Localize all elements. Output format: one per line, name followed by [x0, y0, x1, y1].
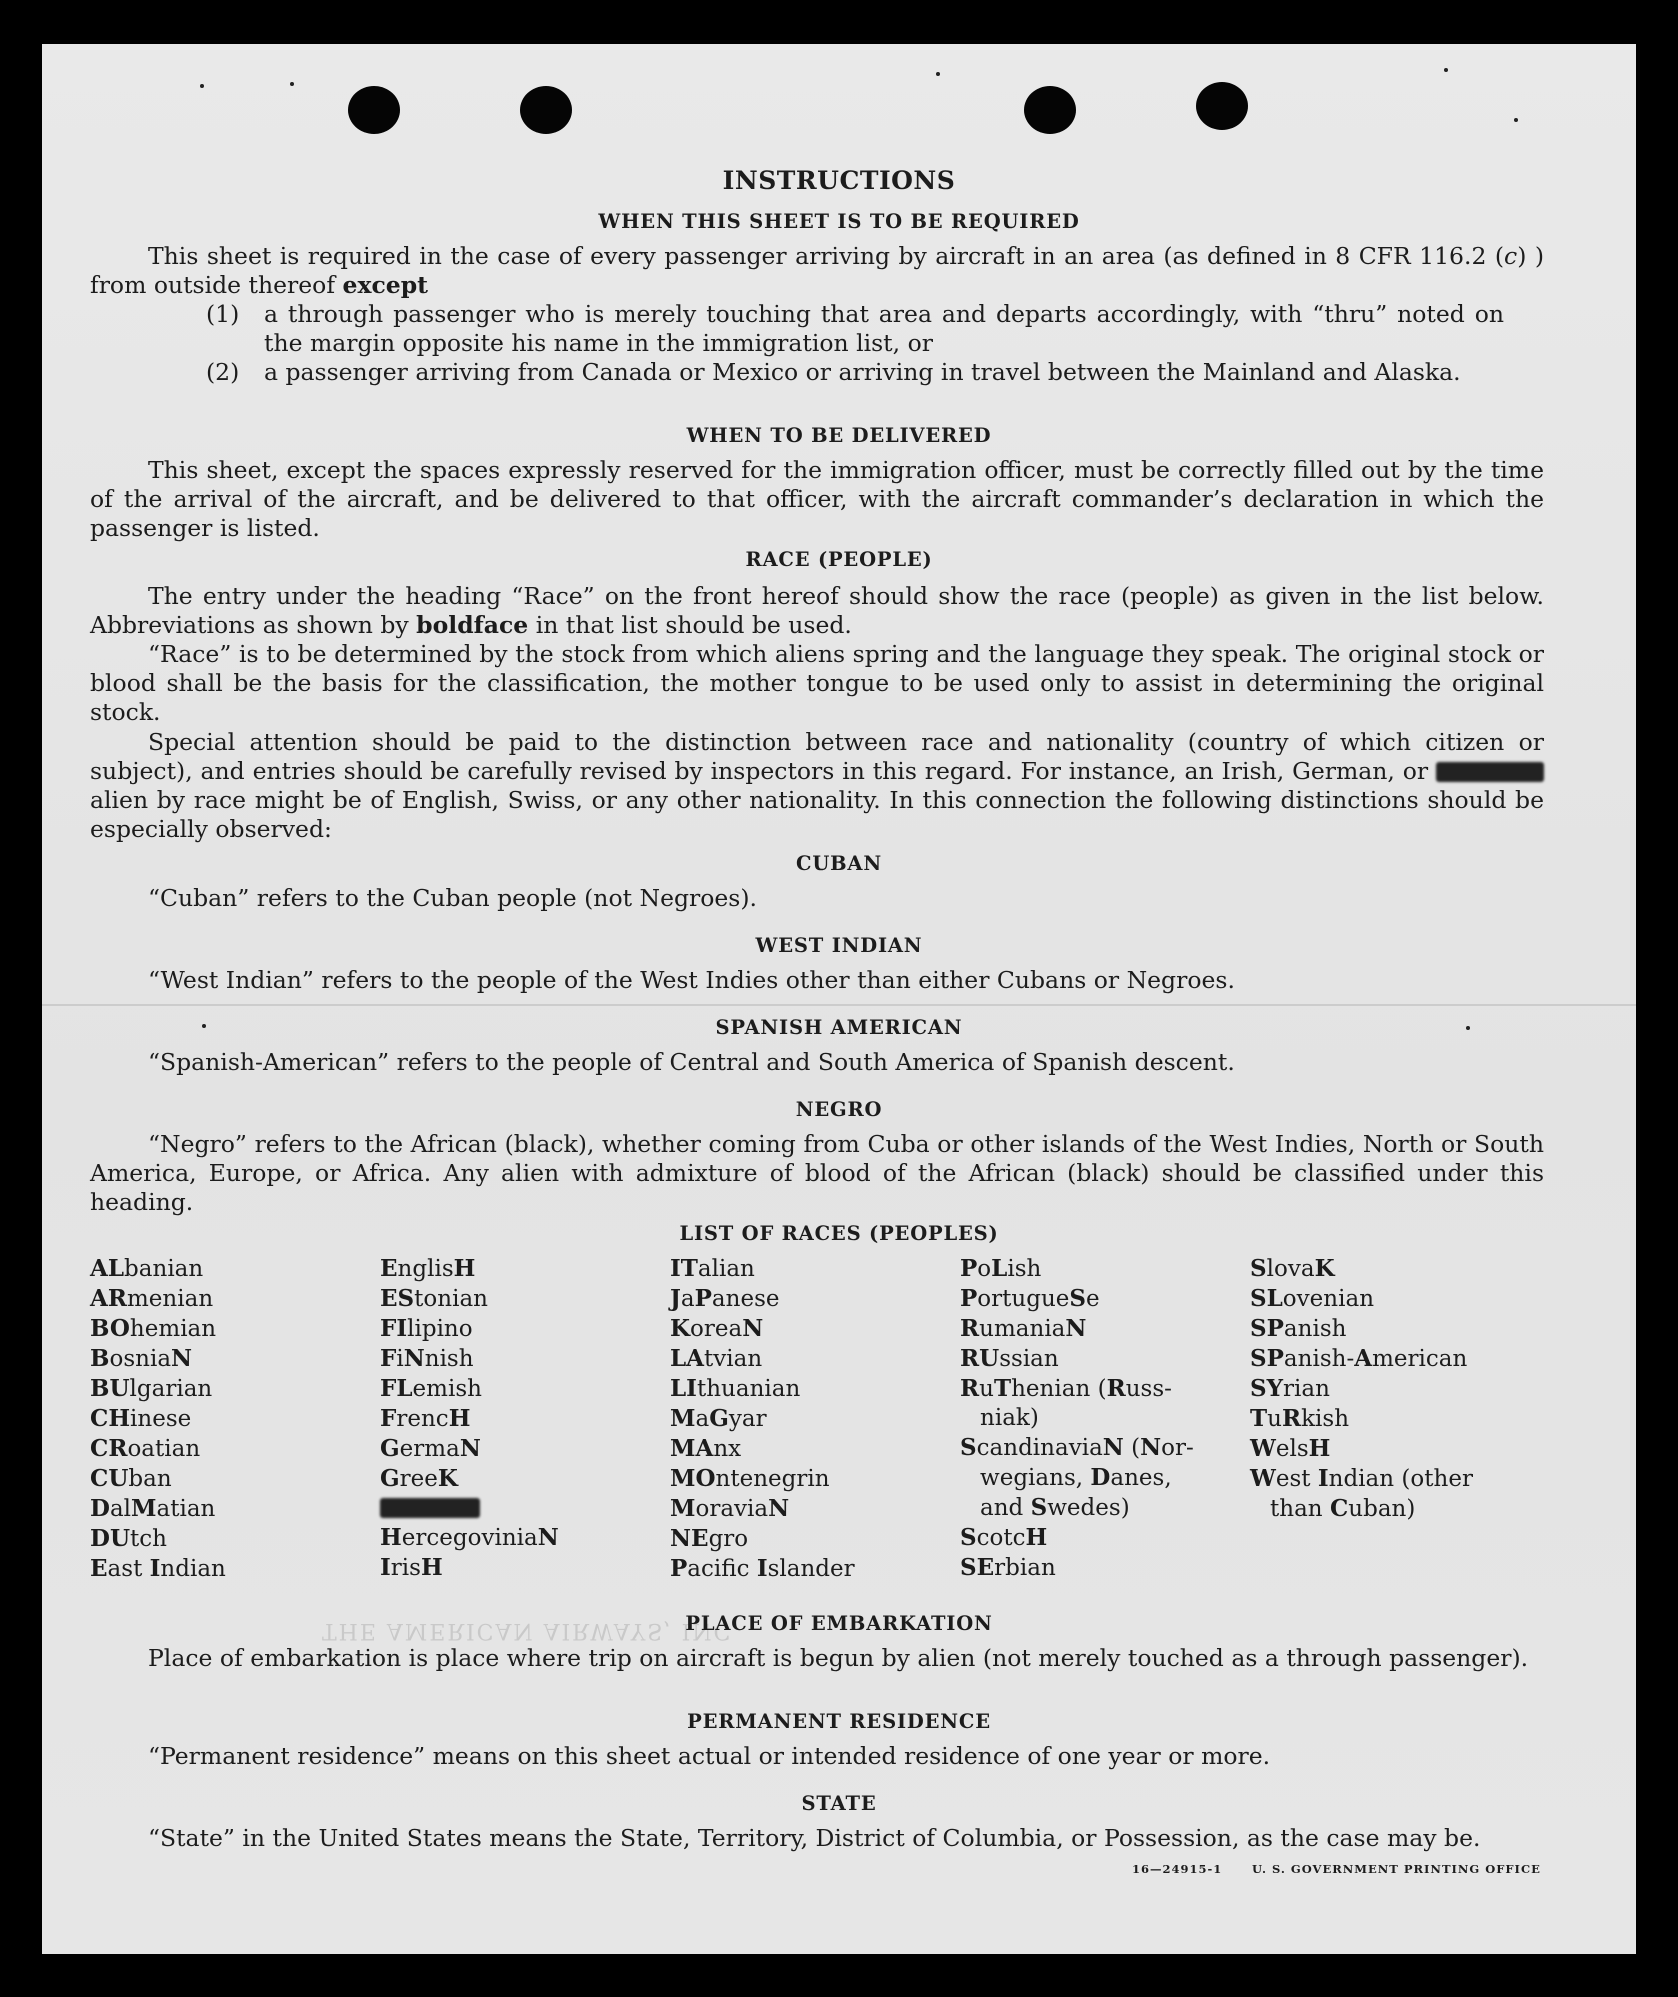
paragraph-negro: “Negro” refers to the African (black), whether coming from Cuba or other islands of the West Indies, North or South America, Europe, or Africa. Any alien with admixture of blood of the African (black) should be classified under this heading.: [90, 1130, 1544, 1216]
paragraph-permanent-residence: “Permanent residence” means on this sheet actual or intended residence of one year or more.: [148, 1742, 1271, 1770]
race-entry: PortugueSe: [960, 1285, 1100, 1312]
race-entry: PoLish: [960, 1255, 1042, 1282]
race-entry: RUssian: [960, 1345, 1059, 1372]
race-entry: FrencH: [380, 1405, 471, 1432]
heading-west-indian: WEST INDIAN: [755, 934, 923, 957]
race-entry: ScandinaviaN (Nor-: [960, 1434, 1194, 1461]
race-entry: BUlgarian: [90, 1375, 213, 1402]
heading-race: RACE (PEOPLE): [745, 548, 933, 571]
speck: [936, 72, 940, 76]
race-entry: LIthuanian: [670, 1375, 801, 1402]
race-entry: RumaniaN: [960, 1315, 1087, 1342]
race-entry: JaPanese: [670, 1285, 780, 1312]
speck: [290, 82, 294, 86]
heading-state: STATE: [801, 1792, 877, 1815]
race-entry: niak): [980, 1405, 1039, 1431]
race-entry: SYrian: [1250, 1375, 1330, 1402]
race-entry: CUban: [90, 1465, 172, 1492]
heading-spanish-american: SPANISH AMERICAN: [715, 1016, 963, 1039]
race-entry: SPanish: [1250, 1315, 1347, 1342]
race-entry: MaGyar: [670, 1405, 767, 1432]
redacted-word: [1436, 762, 1544, 782]
paragraph-state: “State” in the United States means the State, Territory, District of Columbia, or Possession, as the case may be.: [148, 1824, 1481, 1852]
fold-crease: [42, 1004, 1636, 1006]
race-entry: CHinese: [90, 1405, 192, 1432]
speck: [1444, 68, 1448, 72]
race-entry: SLovenian: [1250, 1285, 1375, 1312]
punch-hole: [348, 86, 400, 134]
form-number: 16—24915-1: [1132, 1862, 1223, 1876]
race-entry: TuRkish: [1250, 1405, 1350, 1432]
race-entry: BosniaN: [90, 1345, 193, 1372]
race-entry: wegians, Danes,: [980, 1464, 1172, 1491]
race-entry: East Indian: [90, 1555, 226, 1582]
heading-when-required: WHEN THIS SHEET IS TO BE REQUIRED: [598, 210, 1080, 233]
race-entry: HercegoviniaN: [380, 1524, 559, 1551]
race-entry: SPanish-American: [1250, 1345, 1468, 1372]
races-column-2: [380, 1254, 559, 1583]
race-entry: RuThenian (Russ-: [960, 1375, 1172, 1402]
race-entry: West Indian (other: [1250, 1465, 1473, 1492]
races-column-4: [960, 1254, 1194, 1583]
document-sheet: INSTRUCTIONS WHEN THIS SHEET IS TO BE REQUIRED This sheet is required in the case of every passenger arriving by aircraft in an area (as defined in 8 CFR 116.2 (c) ) from outside thereof except (1) a through passenger who is merely touching that area and departs accordingly, with “thru” noted on the margin opposite his name in the immigration list, or (2) a passenger arriving from Canada or Mexico or arriving in travel between the Mainland and Alaska. WHEN TO BE DELIVERED This sheet, except the spaces expressly reserved for the immigration officer, must be correctly filled out by the time of the arrival of the aircraft, and be delivered to that officer, with the aircraft commander’s declaration in which the passenger is listed. RACE (PEOPLE) The entry under the heading “Race” on the front hereof should show the race (people) as given in the list below. Abbreviations as shown by boldface in that list should be used. “Race” is to be determined by the stock from which aliens spring and the language they speak. The original stock or blood shall be the basis for the classification, the mother tongue to be used only to assist in determining the original stock. Special attention should be paid to the distinction between race and nationality (country of which citizen or subject), and entries should be carefully revised by inspectors in this regard. For instance, an Irish, German, or alien by race might be of English, Swiss, or any other nationality. In this connection the following distinctions should be especially observed: CUBAN “Cuban” refers to the Cuban people (not Negroes). WEST INDIAN “West Indian” refers to the people of the West Indies other than either Cubans or Negroes. SPANISH AMERICAN “Spanish-American” refers to the people of Central and South America of Spanish descent. NEGRO “Negro” refers to the African (black), whether coming from Cuba or other islands of the West Indies, North or South America, Europe, or Africa. Any alien with admixture of blood of the African (black) should be classified under this heading. LIST OF RACES (PEOPLES) ALbanian ARmenian BOhemian BosniaN BUlgarian CHinese CRoatian CUban DalMatian DUtch East Indian EnglisH EStonian FIlipino FiNnish FLemish FrencH GermaN GreeK HercegoviniaN IrisH ITalian JaPanese KoreaN LAtvian LIthuanian MaGyar MAnx MOntenegrin MoraviaN NEgro Pacifc Islander PoLish PortugueSe RumaniaN RUssian RuThenian (Russ- niak) ScandinaviaN (Nor- wegians, Danes, and Swedes) ScotcH SErbian SlovaK SLovenian SPanish SPanish-American SYrian TuRkish WelsH West Indian (other than Cuban) THE AMERICAN AIRWAYS, INC. PLACE OF EMBARKATION Place of embarkation is place where trip on aircraft is begun by alien (not merely touched as a through passenger). PERMANENT RESIDENCE “Permanent residence” means on this sheet actual or intended residence of one year or more. STATE “State” in the United States means the State, Territory, District of Columbia, or Possession, as the case may be. 16—24915-1 U. S. GOVERNMENT PRINTING OFFICE: [42, 44, 1636, 1954]
paragraph-race-1: The entry under the heading “Race” on the front hereof should show the race (people) as given in the list below. Abbreviations as shown by boldface in that list should be used.: [90, 582, 1544, 639]
races-column-1: [90, 1254, 226, 1584]
race-entry: FLemish: [380, 1375, 482, 1402]
heading-embarkation: PLACE OF EMBARKATION: [685, 1612, 993, 1635]
race-entry: ITalian: [670, 1255, 755, 1282]
punch-hole: [1024, 86, 1076, 134]
printer-imprint: U. S. GOVERNMENT PRINTING OFFICE: [1252, 1862, 1541, 1876]
race-entry: MoraviaN: [670, 1495, 790, 1522]
paragraph-race-3: Special attention should be paid to the distinction between race and nationality (country of which citizen or subject), and entries should be carefully revised by inspectors in this regard. For instance, an Irish, German, or alien by race might be of English, Swiss, or any other nationality. In this connection the following distinctions should be especially observed:: [90, 728, 1544, 843]
speck: [200, 84, 204, 88]
race-entry: Pacifc Islander: [670, 1555, 855, 1582]
races-column-3: [670, 1254, 855, 1584]
paragraph-west-indian: “West Indian” refers to the people of the West Indies other than either Cubans or Negroes.: [148, 966, 1235, 994]
paragraph-when-required: This sheet is required in the case of every passenger arriving by aircraft in an area (as defined in 8 CFR 116.2 (c) ) from outside thereof except: [90, 242, 1544, 299]
punch-hole: [1196, 82, 1248, 130]
race-entry: NEgro: [670, 1525, 749, 1552]
redacted-word: [380, 1498, 480, 1518]
page-title: INSTRUCTIONS: [722, 166, 956, 195]
race-entry: FIlipino: [380, 1315, 473, 1342]
race-entry: ARmenian: [90, 1285, 214, 1312]
race-entry-redacted: [380, 1494, 559, 1523]
race-entry: KoreaN: [670, 1315, 764, 1342]
race-entry: than Cuban): [1270, 1495, 1416, 1522]
race-entry: GreeK: [380, 1465, 458, 1492]
race-entry: CRoatian: [90, 1435, 201, 1462]
heading-negro: NEGRO: [795, 1098, 883, 1121]
paragraph-cuban: “Cuban” refers to the Cuban people (not Negroes).: [148, 884, 758, 912]
paragraph-embarkation: Place of embarkation is place where trip on aircraft is begun by alien (not merely touched as a through passenger).: [148, 1644, 1529, 1672]
race-entry: LAtvian: [670, 1345, 763, 1372]
race-entry: EStonian: [380, 1285, 488, 1312]
heading-when-delivered: WHEN TO BE DELIVERED: [686, 424, 992, 447]
race-entry: GermaN: [380, 1435, 481, 1462]
race-entry: MAnx: [670, 1435, 742, 1462]
race-entry: SlovaK: [1250, 1255, 1335, 1282]
race-entry: BOhemian: [90, 1315, 217, 1342]
speck: [1514, 118, 1518, 122]
race-entry: EnglisH: [380, 1255, 476, 1282]
paragraph-when-delivered: This sheet, except the spaces expressly reserved for the immigration officer, must be correctly filled out by the time of the arrival of the aircraft, and be delivered to that officer, with the aircraft commander’s declaration in which the passenger is listed.: [90, 456, 1544, 542]
race-entry: SErbian: [960, 1554, 1056, 1581]
punch-hole: [520, 86, 572, 134]
paragraph-spanish-american: “Spanish-American” refers to the people of Central and South America of Spanish descent.: [148, 1048, 1235, 1076]
race-entry: MOntenegrin: [670, 1465, 830, 1492]
race-entry: DalMatian: [90, 1495, 216, 1522]
race-entry: FiNnish: [380, 1345, 474, 1372]
bleed-through-text: THE AMERICAN AIRWAYS, INC.: [322, 1618, 741, 1643]
heading-cuban: CUBAN: [796, 852, 882, 875]
race-entry: ALbanian: [90, 1255, 204, 1282]
race-entry: WelsH: [1250, 1435, 1331, 1462]
heading-permanent-residence: PERMANENT RESIDENCE: [687, 1710, 991, 1733]
race-entry: IrisH: [380, 1554, 443, 1581]
race-entry: DUtch: [90, 1525, 167, 1552]
paragraph-race-2: “Race” is to be determined by the stock from which aliens spring and the language they speak. The original stock or blood shall be the basis for the classification, the mother tongue to be used only to assist in determining the original stock.: [90, 640, 1544, 726]
race-entry: and Swedes): [980, 1494, 1130, 1521]
races-column-5: [1250, 1254, 1473, 1524]
heading-list-of-races: LIST OF RACES (PEOPLES): [679, 1222, 999, 1245]
race-entry: ScotcH: [960, 1524, 1048, 1551]
